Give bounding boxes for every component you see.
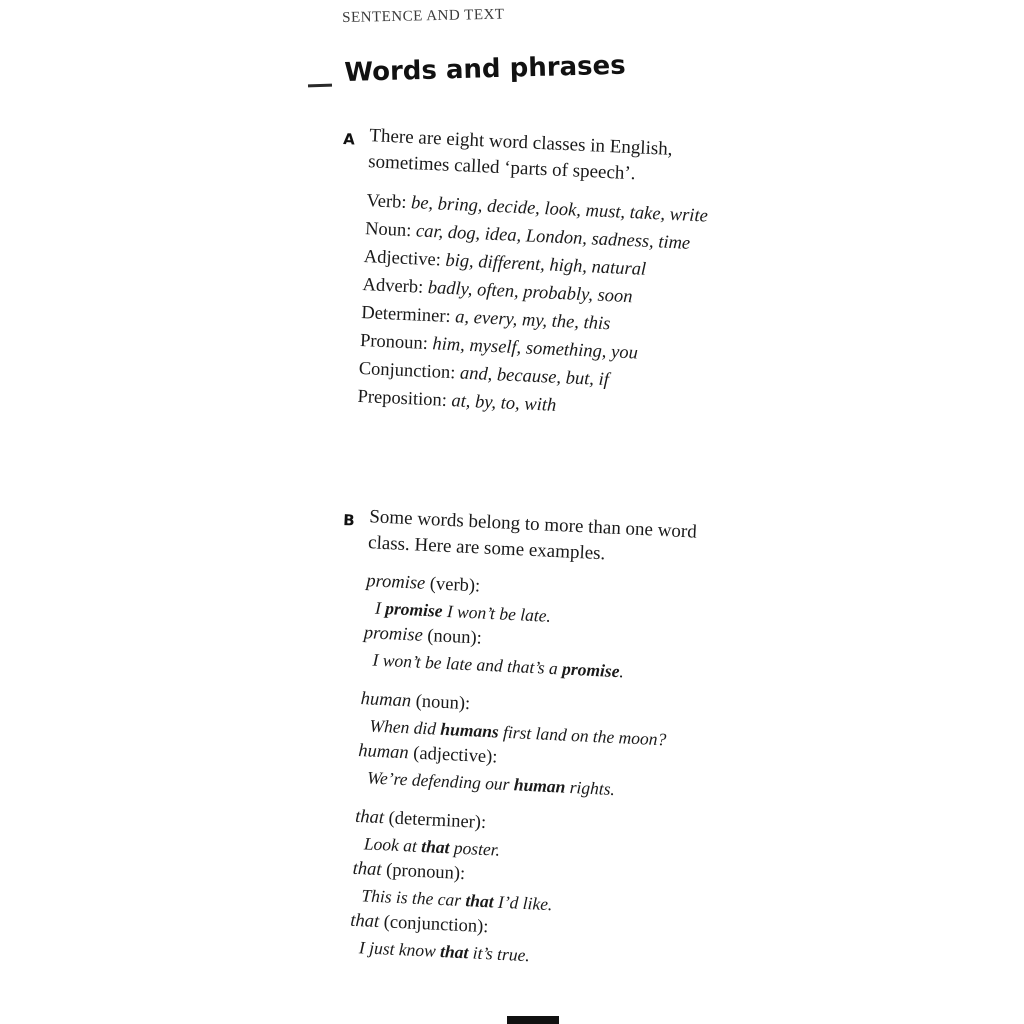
entry-word-class: (pronoun): xyxy=(385,860,466,885)
word-class-label: Noun: xyxy=(364,219,412,242)
section-a-letter: A xyxy=(342,129,356,149)
word-class-label: Verb: xyxy=(365,191,407,213)
sentence-text: rights. xyxy=(564,776,616,800)
word-class-examples: car, dog, idea, London, sadness, time xyxy=(415,221,691,254)
sentence-text: This is the car xyxy=(361,885,466,911)
word-class-label: Preposition: xyxy=(357,386,448,411)
sentence-keyword: that xyxy=(420,836,450,858)
example-group-that xyxy=(348,804,709,977)
section-a xyxy=(331,122,724,427)
sentence-text: I’d like. xyxy=(493,891,553,915)
entry-word: that xyxy=(349,910,380,933)
sentence-text: Look at xyxy=(363,833,422,857)
section-a-intro: There are eight word classes in English, sometimes called ‘parts of speech’. xyxy=(367,125,673,185)
sentence-keyword: promise xyxy=(384,598,444,621)
sentence-keyword: that xyxy=(439,941,469,963)
example-groups xyxy=(348,568,720,976)
section-a-body xyxy=(357,123,724,427)
sentence-text: We’re defending our xyxy=(366,767,515,795)
entry-word-class: (adjective): xyxy=(412,743,498,768)
sentence-text: poster. xyxy=(449,837,501,860)
entry-word-class: (noun): xyxy=(415,691,471,715)
word-class-label: Conjunction: xyxy=(358,358,456,384)
sentence-keyword: promise xyxy=(561,658,620,682)
example-group-promise xyxy=(362,568,721,689)
entry-word-class: (noun): xyxy=(426,626,483,649)
sentence-text: I xyxy=(374,597,386,619)
word-class-examples: badly, often, probably, soon xyxy=(427,277,633,308)
entry-word: promise xyxy=(365,571,426,594)
sentence-text: . xyxy=(619,661,625,682)
section-title: Words and phrases xyxy=(344,50,627,88)
sentence-text: it’s true. xyxy=(467,942,531,966)
word-class-examples: him, myself, something, you xyxy=(432,334,639,364)
word-class-examples: be, bring, decide, look, must, take, write xyxy=(410,193,709,227)
section-b-body xyxy=(348,504,723,976)
sentence-text: When did xyxy=(369,715,441,739)
word-class-label: Adverb: xyxy=(362,275,424,298)
entry-word: that xyxy=(352,858,382,881)
word-class-label: Determiner: xyxy=(360,302,452,328)
word-class-label: Pronoun: xyxy=(359,330,429,355)
word-class-examples: and, because, but, if xyxy=(459,363,610,391)
section-b xyxy=(322,503,724,990)
section-b-intro: Some words belong to more than one word class. Here are some examples. xyxy=(367,506,698,565)
word-class-examples: a, every, my, the, this xyxy=(454,307,611,335)
page-edge-mark xyxy=(507,1016,559,1024)
word-class-examples: big, different, high, natural xyxy=(445,250,647,280)
sentence-text: I won’t be late and that’s a xyxy=(372,649,563,679)
running-head: SENTENCE AND TEXT xyxy=(342,6,505,26)
section-b-letter: B xyxy=(342,510,356,530)
entry-word: human xyxy=(357,740,410,764)
entry-word: human xyxy=(360,689,412,712)
entry-word: promise xyxy=(363,623,424,646)
word-class-label: Adjective: xyxy=(363,247,442,271)
word-class-list xyxy=(357,187,721,427)
heading-marker xyxy=(308,84,332,88)
entry-word-class: (determiner): xyxy=(388,808,487,834)
sentence-text: I won’t be late. xyxy=(442,600,552,626)
sentence-keyword: human xyxy=(513,774,566,797)
sentence-keyword: humans xyxy=(439,718,500,742)
sentence-text: I just know xyxy=(358,937,441,962)
entry-word-class: (conjunction): xyxy=(383,912,489,938)
entry-word: that xyxy=(354,806,385,829)
sentence-text: first land on the moon? xyxy=(498,721,667,750)
entry-word-class: (verb): xyxy=(429,574,481,597)
example-group-human xyxy=(356,686,715,807)
sentence-keyword: that xyxy=(465,890,495,912)
word-class-examples: at, by, to, with xyxy=(451,391,557,416)
